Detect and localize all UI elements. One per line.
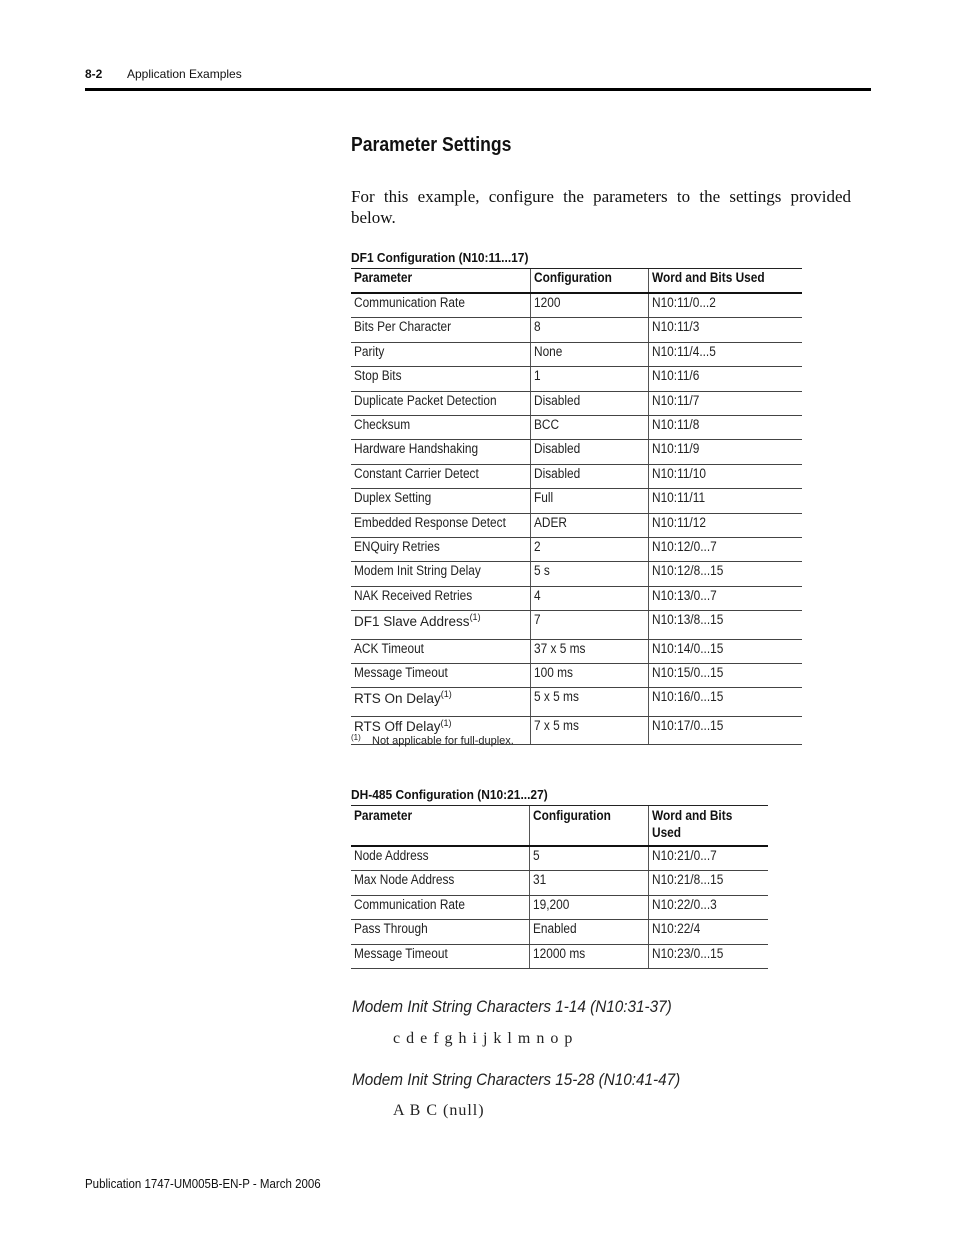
configuration-cell — [529, 846, 648, 871]
word-bits-cell — [649, 663, 803, 687]
word-bits-cell — [649, 293, 803, 318]
configuration-value: 7 — [533, 612, 541, 628]
parameter-cell — [351, 586, 530, 610]
parameter-name: Parity — [354, 343, 385, 359]
parameter-cell — [351, 318, 530, 342]
section-title: Parameter Settings — [351, 134, 512, 156]
word-bits-cell — [649, 688, 803, 717]
parameter-name: Message Timeout — [354, 945, 448, 961]
word-bits-cell — [649, 562, 803, 586]
configuration-value: Full — [533, 490, 553, 506]
configuration-cell — [530, 489, 648, 513]
parameter-name: Communication Rate — [354, 295, 465, 310]
configuration-value: 12000 ms — [532, 945, 585, 961]
parameter-cell — [351, 920, 529, 944]
table-row — [351, 639, 802, 663]
configuration-value: 4 — [533, 587, 541, 603]
configuration-cell — [530, 586, 648, 610]
configuration-value: 5 s — [533, 563, 550, 579]
word-bits-value: N10:15/0...15 — [652, 664, 724, 680]
parameter-cell — [351, 663, 530, 687]
configuration-value: BCC — [533, 416, 559, 432]
configuration-cell — [530, 415, 648, 439]
table-row — [351, 342, 802, 366]
parameter-name: Stop Bits — [354, 368, 402, 384]
word-bits-cell — [648, 895, 768, 919]
table-header-row — [351, 806, 768, 847]
dh485-table-caption: DH-485 Configuration (N10:21...27) — [351, 787, 548, 802]
footnote-ref: (1) — [440, 717, 452, 728]
table-row — [351, 513, 802, 537]
parameter-cell — [351, 440, 530, 464]
configuration-cell — [530, 688, 648, 717]
parameter-name: Pass Through — [354, 921, 428, 937]
word-bits-cell — [649, 489, 803, 513]
modem-string-heading-2: Modem Init String Characters 15-28 (N10:41-47) — [352, 1070, 681, 1089]
parameter-name: Duplex Setting — [354, 490, 432, 506]
table-row — [351, 489, 802, 513]
configuration-value: 8 — [533, 319, 541, 335]
column-header: Parameter — [351, 269, 530, 294]
parameter-name: Hardware Handshaking — [354, 441, 479, 457]
word-bits-value: N10:17/0...15 — [652, 717, 724, 733]
word-bits-cell — [649, 586, 803, 610]
word-bits-value: N10:13/8...15 — [652, 612, 724, 628]
word-bits-cell — [649, 464, 803, 488]
df1-table-caption: DF1 Configuration (N10:11...17) — [351, 250, 529, 265]
word-bits-value: N10:11/6 — [652, 368, 700, 384]
word-bits-value: N10:11/11 — [652, 490, 706, 506]
parameter-name: Node Address — [354, 848, 429, 863]
word-bits-cell — [649, 391, 803, 415]
parameter-name: Constant Carrier Detect — [354, 465, 479, 481]
configuration-value: 2 — [533, 538, 541, 554]
word-bits-value: N10:11/4...5 — [652, 343, 716, 359]
word-bits-cell — [649, 367, 803, 391]
configuration-cell — [530, 318, 648, 342]
table-row — [351, 846, 768, 871]
parameter-name: Embedded Response Detect — [354, 514, 506, 530]
parameter-cell — [351, 562, 530, 586]
parameter-name: Checksum — [354, 416, 411, 432]
column-header: Word and Bits Used — [648, 806, 768, 847]
configuration-value: Disabled — [533, 392, 580, 408]
word-bits-value: N10:21/8...15 — [651, 872, 723, 888]
parameter-name: RTS Off Delay — [354, 719, 441, 735]
parameter-cell — [351, 846, 529, 871]
parameter-name: DF1 Slave Address — [354, 613, 470, 629]
word-bits-value: N10:11/9 — [652, 441, 700, 457]
table-row — [351, 537, 802, 561]
table-row — [351, 367, 802, 391]
word-bits-value: N10:11/0...2 — [652, 295, 716, 310]
configuration-value: None — [533, 343, 563, 359]
table-row — [351, 895, 768, 919]
parameter-cell — [351, 391, 530, 415]
parameter-name: ACK Timeout — [354, 640, 424, 656]
header-rule — [85, 88, 871, 91]
configuration-value: ADER — [533, 514, 567, 530]
word-bits-cell — [649, 611, 803, 640]
table-row — [351, 944, 768, 968]
table-row — [351, 391, 802, 415]
modem-string-value-1: c d e f g h i j k l m n o p — [393, 1030, 574, 1047]
word-bits-value: N10:16/0...15 — [652, 689, 724, 705]
configuration-value: 37 x 5 ms — [533, 640, 586, 656]
table-row — [351, 440, 802, 464]
intro-paragraph: For this example, configure the parameters to the settings provided below. — [351, 187, 851, 227]
table-row — [351, 586, 802, 610]
configuration-cell — [530, 611, 648, 640]
configuration-cell — [530, 716, 648, 745]
parameter-cell — [351, 537, 530, 561]
configuration-value: 100 ms — [533, 664, 573, 680]
table-row — [351, 871, 768, 895]
word-bits-value: N10:21/0...7 — [651, 848, 717, 863]
configuration-cell — [530, 562, 648, 586]
word-bits-cell — [649, 415, 803, 439]
word-bits-value: N10:22/0...3 — [651, 896, 717, 912]
parameter-name: Communication Rate — [354, 896, 465, 912]
word-bits-value: N10:12/0...7 — [652, 538, 717, 554]
parameter-cell — [351, 944, 529, 968]
parameter-cell — [351, 367, 530, 391]
modem-string-value-2: A B C (null) — [393, 1102, 485, 1119]
df1-configuration-table — [351, 268, 802, 745]
table-footnote — [351, 733, 514, 747]
table-row — [351, 663, 802, 687]
configuration-cell — [530, 464, 648, 488]
modem-string-heading-1: Modem Init String Characters 1-14 (N10:31-37) — [352, 997, 672, 1016]
parameter-cell — [351, 513, 530, 537]
table-row — [351, 562, 802, 586]
configuration-cell — [530, 440, 648, 464]
word-bits-cell — [648, 944, 768, 968]
table-row — [351, 293, 802, 318]
parameter-name: Message Timeout — [354, 664, 448, 680]
configuration-cell — [529, 920, 648, 944]
table-row — [351, 688, 802, 717]
parameter-cell — [351, 489, 530, 513]
configuration-value: 19,200 — [532, 896, 569, 912]
configuration-cell — [530, 663, 648, 687]
configuration-value: 5 x 5 ms — [533, 689, 579, 705]
footnote-ref: (1) — [440, 689, 452, 700]
configuration-cell — [530, 537, 648, 561]
configuration-value: Enabled — [532, 921, 577, 937]
parameter-cell — [351, 688, 530, 717]
word-bits-value: N10:11/3 — [652, 319, 700, 335]
word-bits-cell — [649, 639, 803, 663]
column-header: Parameter — [351, 806, 529, 847]
word-bits-value: N10:23/0...15 — [651, 945, 723, 961]
parameter-cell — [351, 342, 530, 366]
parameter-name: Duplicate Packet Detection — [354, 392, 497, 408]
word-bits-value: N10:13/0...7 — [652, 587, 717, 603]
word-bits-value: N10:11/12 — [652, 514, 706, 530]
configuration-cell — [529, 944, 648, 968]
parameter-cell — [351, 464, 530, 488]
table-row — [351, 318, 802, 342]
configuration-cell — [530, 367, 648, 391]
configuration-cell — [530, 391, 648, 415]
configuration-value: 7 x 5 ms — [533, 717, 579, 733]
word-bits-value: N10:11/10 — [652, 465, 706, 481]
word-bits-value: N10:11/8 — [652, 416, 700, 432]
parameter-name: RTS On Delay — [354, 690, 441, 706]
table-header-row — [351, 269, 802, 294]
configuration-cell — [529, 895, 648, 919]
page-number: 8-2 — [85, 67, 103, 81]
parameter-name: NAK Received Retries — [354, 587, 473, 603]
dh485-configuration-table — [351, 805, 768, 969]
column-header: Configuration — [530, 269, 648, 294]
footnote-text: Not applicable for full-duplex. — [372, 735, 514, 747]
word-bits-cell — [649, 716, 803, 745]
configuration-cell — [530, 639, 648, 663]
configuration-value: Disabled — [533, 465, 580, 481]
parameter-name: Max Node Address — [354, 872, 455, 888]
word-bits-cell — [648, 846, 768, 871]
word-bits-cell — [649, 318, 803, 342]
column-header: Configuration — [529, 806, 648, 847]
configuration-cell — [530, 513, 648, 537]
parameter-cell — [351, 293, 530, 318]
parameter-name: ENQuiry Retries — [354, 538, 440, 554]
table-row — [351, 415, 802, 439]
parameter-cell — [351, 415, 530, 439]
configuration-cell — [529, 871, 648, 895]
parameter-cell — [351, 871, 529, 895]
footnote-mark: (1) — [351, 733, 361, 742]
table-row — [351, 464, 802, 488]
parameter-cell — [351, 611, 530, 640]
parameter-name: Modem Init String Delay — [354, 563, 481, 579]
word-bits-cell — [649, 513, 803, 537]
word-bits-cell — [649, 342, 803, 366]
configuration-value: 5 — [532, 848, 540, 863]
configuration-value: 31 — [532, 872, 546, 888]
word-bits-value: N10:14/0...15 — [652, 640, 724, 656]
column-header: Word and Bits Used — [649, 269, 803, 294]
table-row — [351, 920, 768, 944]
configuration-value: 1200 — [533, 295, 561, 310]
table-row — [351, 611, 802, 640]
configuration-cell — [530, 293, 648, 318]
word-bits-cell — [648, 871, 768, 895]
word-bits-cell — [649, 537, 803, 561]
parameter-name: Bits Per Character — [354, 319, 452, 335]
word-bits-value: N10:11/7 — [652, 392, 700, 408]
word-bits-value: N10:12/8...15 — [652, 563, 724, 579]
configuration-value: 1 — [533, 368, 541, 384]
word-bits-cell — [649, 440, 803, 464]
parameter-cell — [351, 639, 530, 663]
configuration-value: Disabled — [533, 441, 580, 457]
word-bits-cell — [648, 920, 768, 944]
word-bits-value: N10:22/4 — [651, 921, 700, 937]
parameter-cell — [351, 895, 529, 919]
chapter-title: Application Examples — [127, 67, 242, 81]
footnote-ref: (1) — [469, 612, 481, 623]
configuration-cell — [530, 342, 648, 366]
publication-footer: Publication 1747-UM005B-EN-P - March 2006 — [85, 1177, 321, 1191]
